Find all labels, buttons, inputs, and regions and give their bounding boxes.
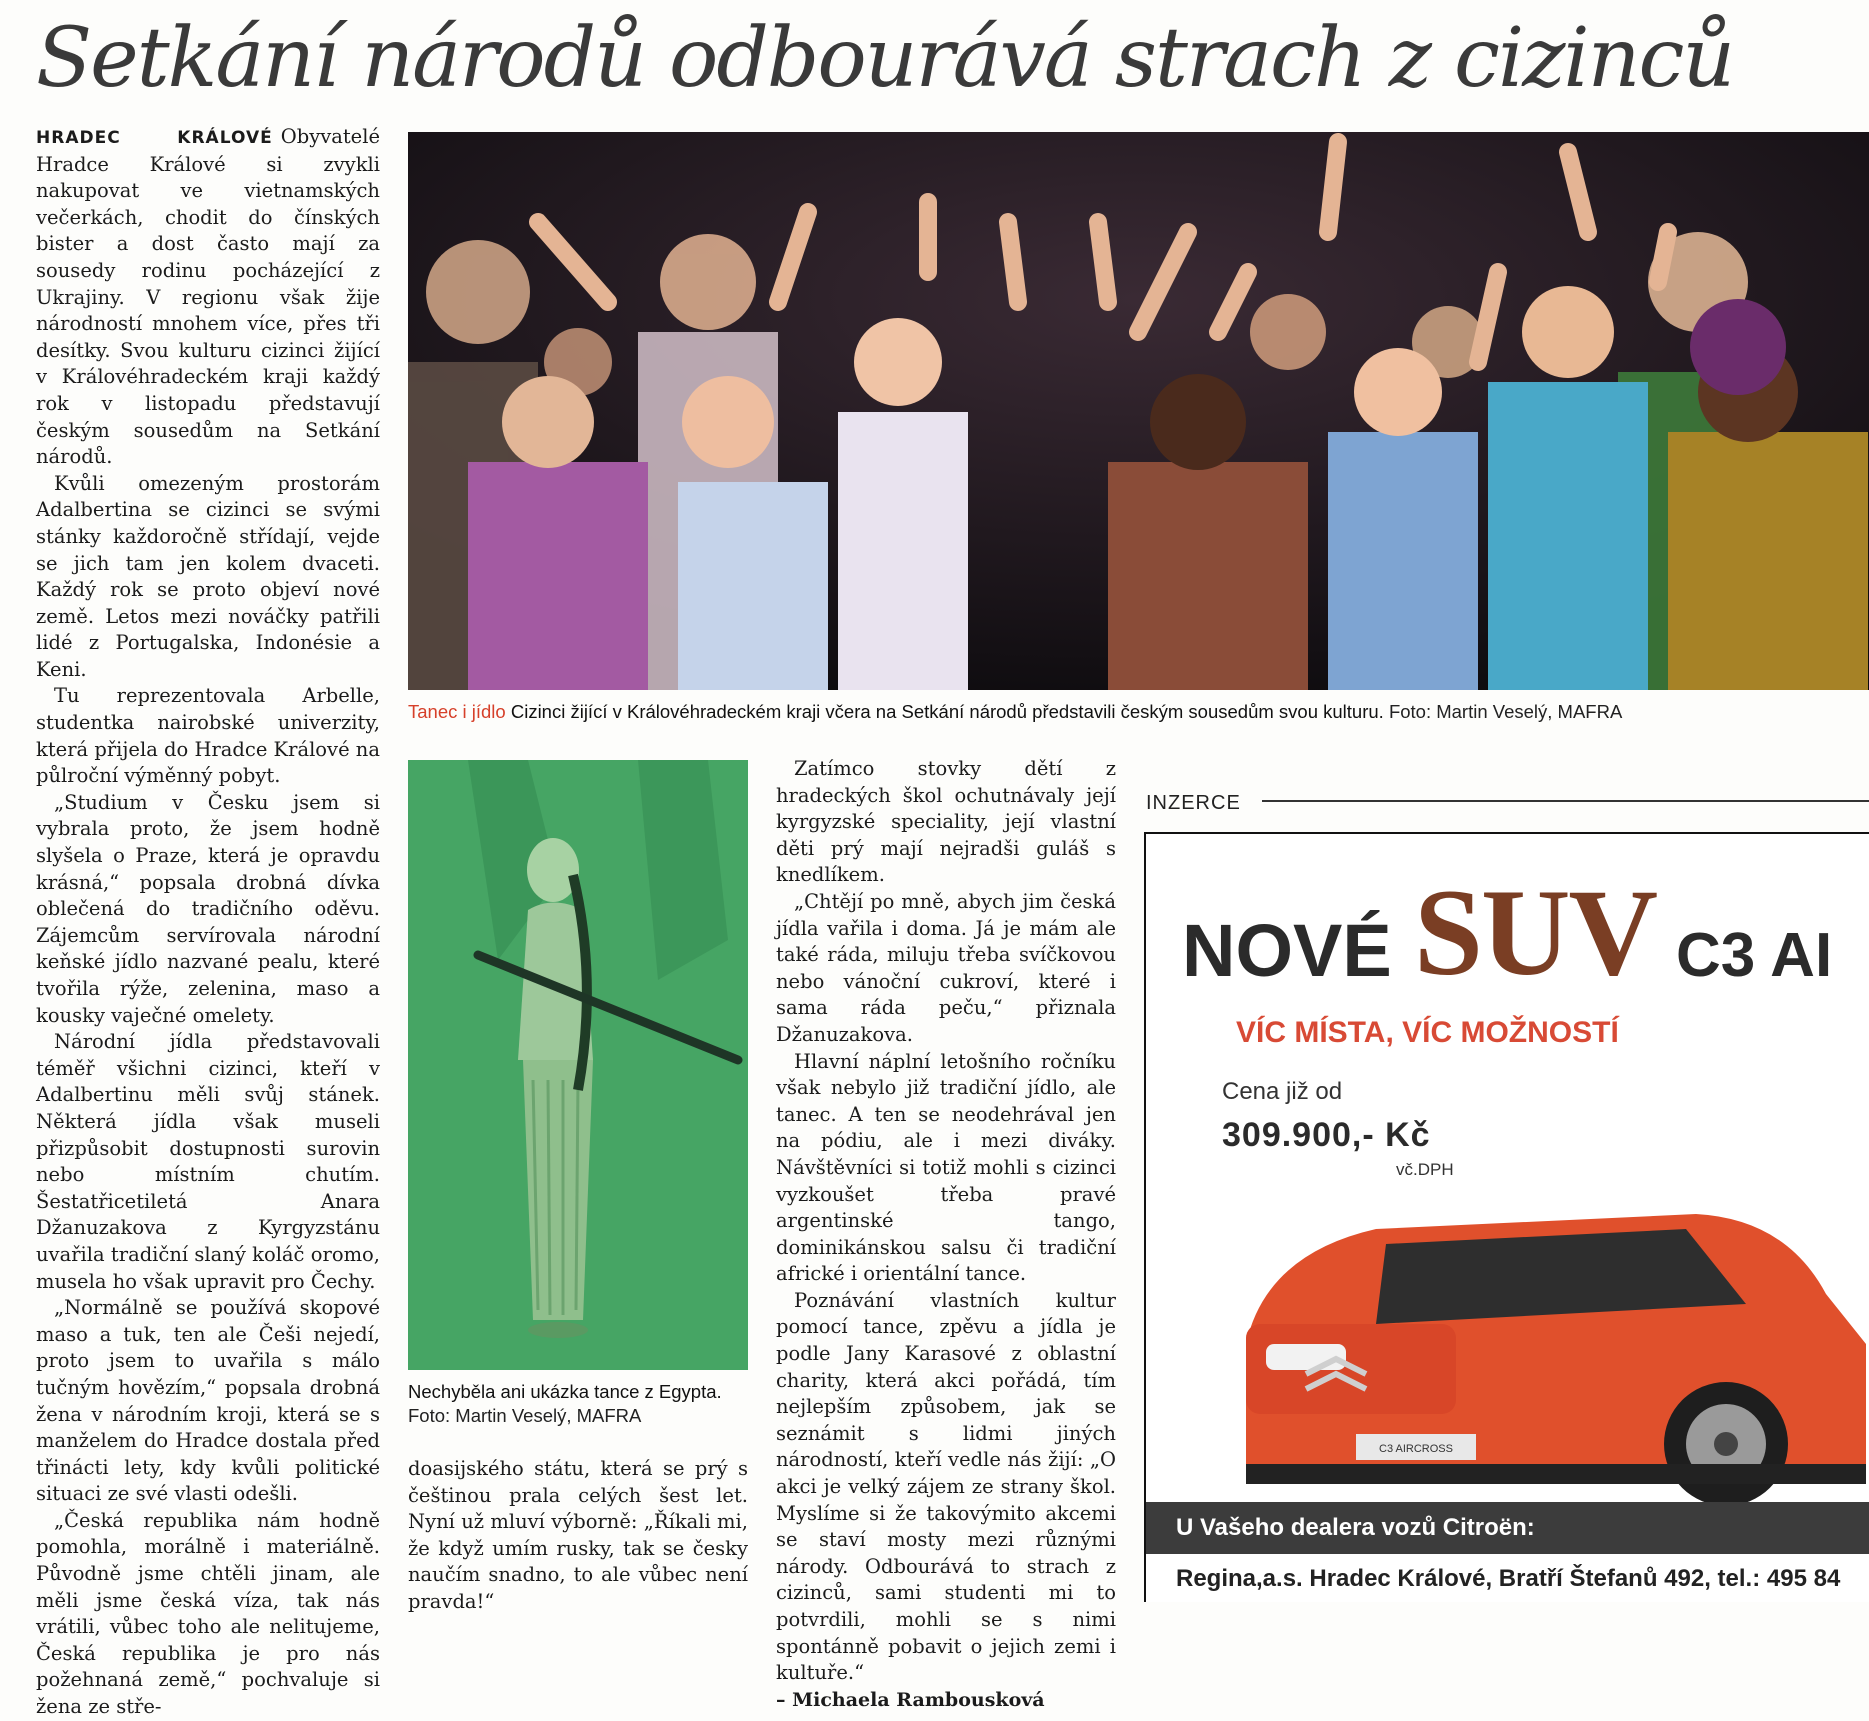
ad-label: INZERCE <box>1146 792 1241 814</box>
caption-lead: Tanec i jídlo <box>408 701 506 722</box>
paragraph: Zatímco stovky dětí z hradeckých škol ochutnávaly její kyrgyzské speciality, její vlastní děti prý mají nejradši guláš s knedlíkem. <box>776 757 1116 887</box>
article-column-2 <box>408 1456 748 1616</box>
paragraph: „Normálně se používá skopové maso a tuk, ten ale Češi nejedí, proto jsem to uvařila s málo tučným hovězím,“ popsala drobná žena v národním kroji, která se s manželem do Hradce dostala před třinácti lety, kdy kvůli politické situaci ze své vlasti odešli. <box>36 1296 380 1506</box>
paragraph: HRADEC KRÁLOVÉ Obyvatelé Hradce Králové si zvykli nakupovat ve vietnamských večerkách, chodit do čínských bister a dost často mají za sousedy rodinu pocházející z Ukrajiny. V regionu však žije národností mnohem více, přes tři desítky. Svou kulturu cizinci žijící v Královéhradeckém kraji každý rok v listopadu představují českým sousedům na Setkání národů. <box>36 125 380 469</box>
paragraph: doasijského státu, která se prý s češtinou prala celých šest let. Nyní už mluví výborně: „Říkali mi, že když umím rusky, tak se česky naučím snadno, to ale vůbec není pravda!“ <box>408 1457 748 1613</box>
ad-price: 309.900,- Kč <box>1222 1116 1431 1154</box>
article-column-1 <box>36 124 380 1721</box>
paragraph: „Česká republika nám hodně pomohla, morálně i materiálně. Původně jsme chtěli jinam, ale měli jsme česká víza, tak nás vrátili, vůbec toho ale nelitujeme, Česká republika je pro nás požehnaná země,“ pochvaluje si žena ze stře- <box>36 1508 380 1719</box>
ad-model-name: C3 AI <box>1676 921 1833 990</box>
article-column-3 <box>776 756 1116 1713</box>
headline: Setkání národů odbourává strach z cizinců <box>36 11 1734 106</box>
paragraph: Národní jídla představovali téměř všichni cizinci, kteří v Adalbertinu měli svůj stánek. Některá jídla však museli přizpůsobit dostupnosti surovin nebo místním chutím. Šestatřicetiletá Anara Džanuzakova z Kyrgyzstánu uvařila tradiční slaný koláč oromo, musela ho však upravit pro Čechy. <box>36 1030 380 1293</box>
paragraph: Tu reprezentovala Arbelle, studentka nairobské univerzity, která přijela do Hradce Králové na půlroční výměnný pobyt. <box>36 684 380 788</box>
caption-text: Nechyběla ani ukázka tance z Egypta. <box>408 1381 722 1402</box>
photo-credit: Foto: Martin Veselý, MAFRA <box>408 1405 642 1426</box>
ad-price-label: Cena již od <box>1222 1078 1343 1105</box>
caption-text: Cizinci žijící v Královéhradeckém kraji včera na Setkání národů představili českým sousedům svou kulturu. <box>510 701 1384 722</box>
dateline: HRADEC KRÁLOVÉ <box>36 128 273 148</box>
ad-dealer-text: U Vašeho dealera vozů Citroën: <box>1176 1514 1535 1541</box>
license-plate: C3 AIRCROSS <box>1379 1443 1453 1455</box>
citroen-advertisement[interactable] <box>1144 832 1869 1602</box>
main-photo <box>408 132 1869 690</box>
photo-credit: Foto: Martin Veselý, MAFRA <box>1388 701 1623 722</box>
ad-divider <box>1262 800 1869 802</box>
ad-new-label: NOVÉ <box>1182 909 1392 992</box>
ad-vat-note: vč.DPH <box>1396 1160 1454 1179</box>
main-photo-caption <box>408 700 1869 724</box>
dancers-photo-image <box>408 132 1869 690</box>
egypt-dance-photo <box>408 760 748 1370</box>
paragraph: Hlavní náplní letošního ročníku však nebylo již tradiční jídlo, ale tanec. A ten se neodehrával jen na pódiu, ale i mezi diváky. Návštěvníci si totiž mohli s cizinci vyzkoušet třeba pravé argentinské tango, dominikánskou salsu či tradiční africké i orientální tance. <box>776 1049 1116 1286</box>
ad-suv-label: SUV <box>1414 864 1657 1001</box>
paragraph: Poznávání vlastních kultur pomocí tance, zpěvu a jídla je podle Jany Karasové z oblastní charity, která akci pořádá, tím nejlepším způsobem, jak se seznámit s lidmi jiných národností, kteří vedle nás žijí: „O akci je velký zájem ze strany škol. Myslíme si že takovýmito akcemi se staví mosty mezi různými národy. Odbourává to strach z cizinců, sami studenti mi to potvrdili, mohli se s nimi spontánně pobavit o jejich zemi i kultuře.“ <box>776 1288 1116 1685</box>
egypt-dance-photo-image <box>408 760 748 1370</box>
author-byline: – Michaela Rambousková <box>776 1688 1045 1711</box>
paragraph: „Chtějí po mně, abych jim česká jídla vařila i doma. Já je mám ale také ráda, miluju třeba svíčkovou nebo vánoční cukroví, které i sama ráda peču,“ přiznala Džanuzakova. <box>776 889 1116 1046</box>
car-image <box>1226 1174 1869 1504</box>
paragraph: Kvůli omezeným prostorám Adalbertina se cizinci se svými stánky každoročně střídají, vejde se jich tam jen kolem dvaceti. Každý rok se proto objeví nové země. Letos mezi nováčky patřili lidé z Portugalska, Indonésie a Keni. <box>36 471 380 681</box>
ad-dealer-address: Regina,a.s. Hradec Králové, Bratří Štefanů 492, tel.: 495 84 <box>1176 1565 1841 1592</box>
ad-slogan: VÍC MÍSTA, VÍC MOŽNOSTÍ <box>1236 1016 1619 1049</box>
small-photo-caption <box>408 1380 748 1428</box>
paragraph: „Studium v Česku jsem si vybrala proto, že jsem hodně slyšela o Praze, která je opravdu krásná,“ popsala drobná dívka oblečená do tradičního oděvu. Zájemcům servírovala národní keňské jídlo nazvané pealu, které tvořila rýže, zelenina, maso a kousky vaječné omelety. <box>36 790 380 1027</box>
